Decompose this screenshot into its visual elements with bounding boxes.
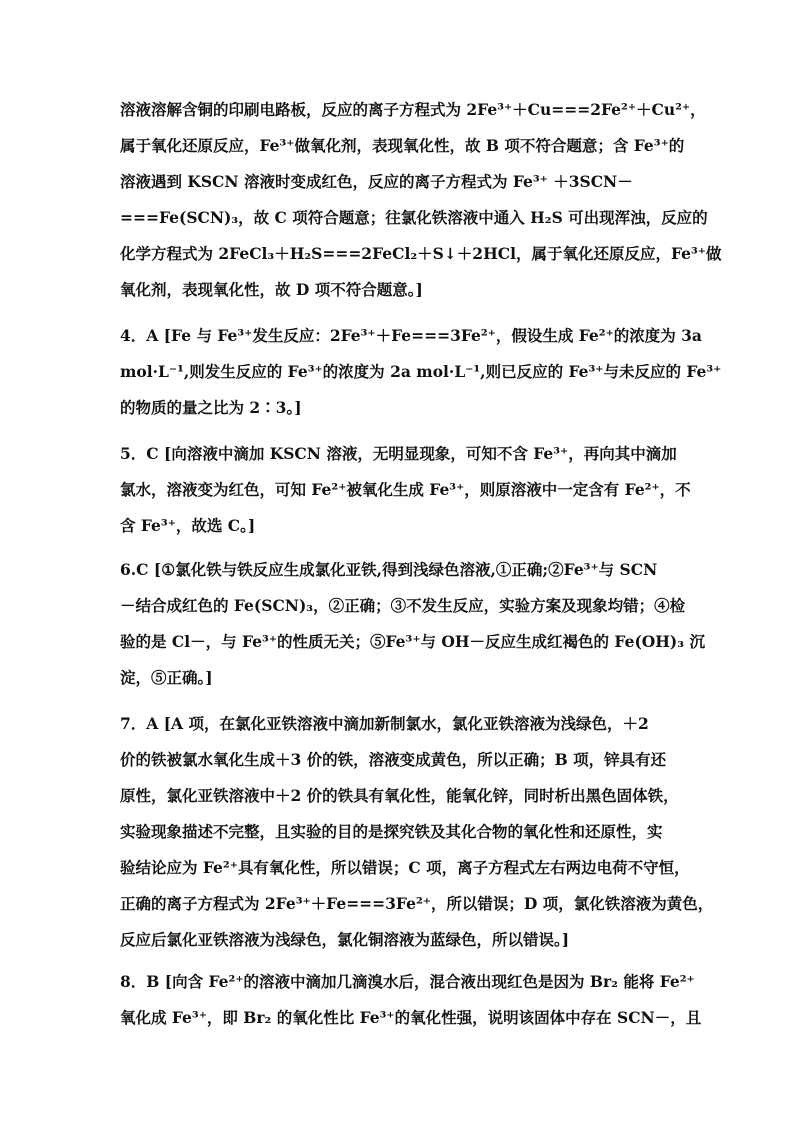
text-line: 氧化成 Fe³⁺，即 Br₂ 的氧化性比 Fe³⁺的氧化性强，说明该固体中存在 SCN－，且	[120, 1008, 702, 1027]
text-line: 淀，⑤正确。]	[120, 668, 213, 687]
answer-5	[120, 436, 691, 544]
text-line: 反应后氯化亚铁溶液为浅绿色，氯化铜溶液为蓝绿色，所以错误。]	[120, 930, 570, 949]
answer-6	[120, 552, 705, 696]
text-line: －结合成红色的 Fe(SCN)₃，②正确；③不发生反应，实验方案及现象均错；④检	[120, 596, 686, 615]
text-line: 7．A [A 项，在氯化亚铁溶液中滴加新制氯水，氯化亚铁溶液为浅绿色，＋2	[120, 714, 649, 733]
text-line: 验结论应为 Fe²⁺具有氧化性，所以错误；C 项，离子方程式左右两边电荷不守恒，	[120, 858, 690, 877]
text-line: 价的铁被氯水氧化生成＋3 价的铁，溶液变成黄色，所以正确；B 项，锌具有还	[120, 750, 667, 769]
text-line: 实验现象描述不完整，且实验的目的是探究铁及其化合物的氧化性和还原性，实	[120, 822, 663, 841]
text-line: 正确的离子方程式为 2Fe³⁺＋Fe===3Fe²⁺，所以错误；D 项，氯化铁溶液为黄色，	[120, 894, 714, 913]
text-line: 验的是 Cl－，与 Fe³⁺的性质无关；⑤Fe³⁺与 OH－反应生成红褐色的 Fe(OH)₃ 沉	[120, 632, 705, 651]
text-line: 氯水，溶液变为红色，可知 Fe²⁺被氧化生成 Fe³⁺，则原溶液中一定含有 Fe²⁺，不	[120, 480, 691, 499]
text-line: 属于氧化还原反应，Fe³⁺做氧化剂，表现氧化性，故 B 项不符合题意；含 Fe³⁺的	[120, 136, 685, 155]
text-line: 含 Fe³⁺，故选 C。]	[120, 516, 256, 535]
text-line: 4．A [Fe 与 Fe³⁺发生反应：2Fe³⁺＋Fe===3Fe²⁺，假设生成 Fe²⁺的浓度为 3a	[120, 326, 702, 345]
answer-4	[120, 318, 722, 426]
text-line: ===Fe(SCN)₃，故 C 项符合题意；往氯化铁溶液中通入 H₂S 可出现浑浊，反应的	[120, 208, 708, 227]
answer-7	[120, 706, 714, 958]
text-line: mol·L⁻¹,则发生反应的 Fe³⁺的浓度为 2a mol·L⁻¹,则已反应的 Fe³⁺与未反应的 Fe³⁺	[120, 362, 722, 381]
text-line: 6.C [①氯化铁与铁反应生成氯化亚铁,得到浅绿色溶液,①正确;②Fe³⁺与 SCN	[120, 560, 658, 579]
text-line: 5．C [向溶液中滴加 KSCN 溶液，无明显现象，可知不含 Fe³⁺，再向其中滴加	[120, 444, 677, 463]
text-line: 化学方程式为 2FeCl₃＋H₂S===2FeCl₂＋S↓＋2HCl，属于氧化还原反应，Fe³⁺做	[120, 244, 722, 263]
text-line: 的物质的量之比为 2∶3。]	[120, 398, 302, 417]
text-line: 8．B [向含 Fe²⁺的溶液中滴加几滴溴水后，混合液出现红色是因为 Br₂ 能将 Fe²⁺	[120, 972, 695, 991]
text-line: 氧化剂，表现氧化性，故 D 项不符合题意。]	[120, 280, 423, 299]
text-line: 溶液溶解含铜的印刷电路板，反应的离子方程式为 2Fe³⁺＋Cu===2Fe²⁺＋Cu²⁺，	[120, 100, 706, 119]
text-line: 原性，氯化亚铁溶液中＋2 价的铁具有氧化性，能氧化锌，同时析出黑色固体铁，	[120, 786, 679, 805]
text-line: 溶液遇到 KSCN 溶液时变成红色，反应的离子方程式为 Fe³⁺ ＋3SCN－	[120, 172, 633, 191]
answer-3-continuation	[120, 92, 722, 308]
answer-8	[120, 964, 702, 1036]
